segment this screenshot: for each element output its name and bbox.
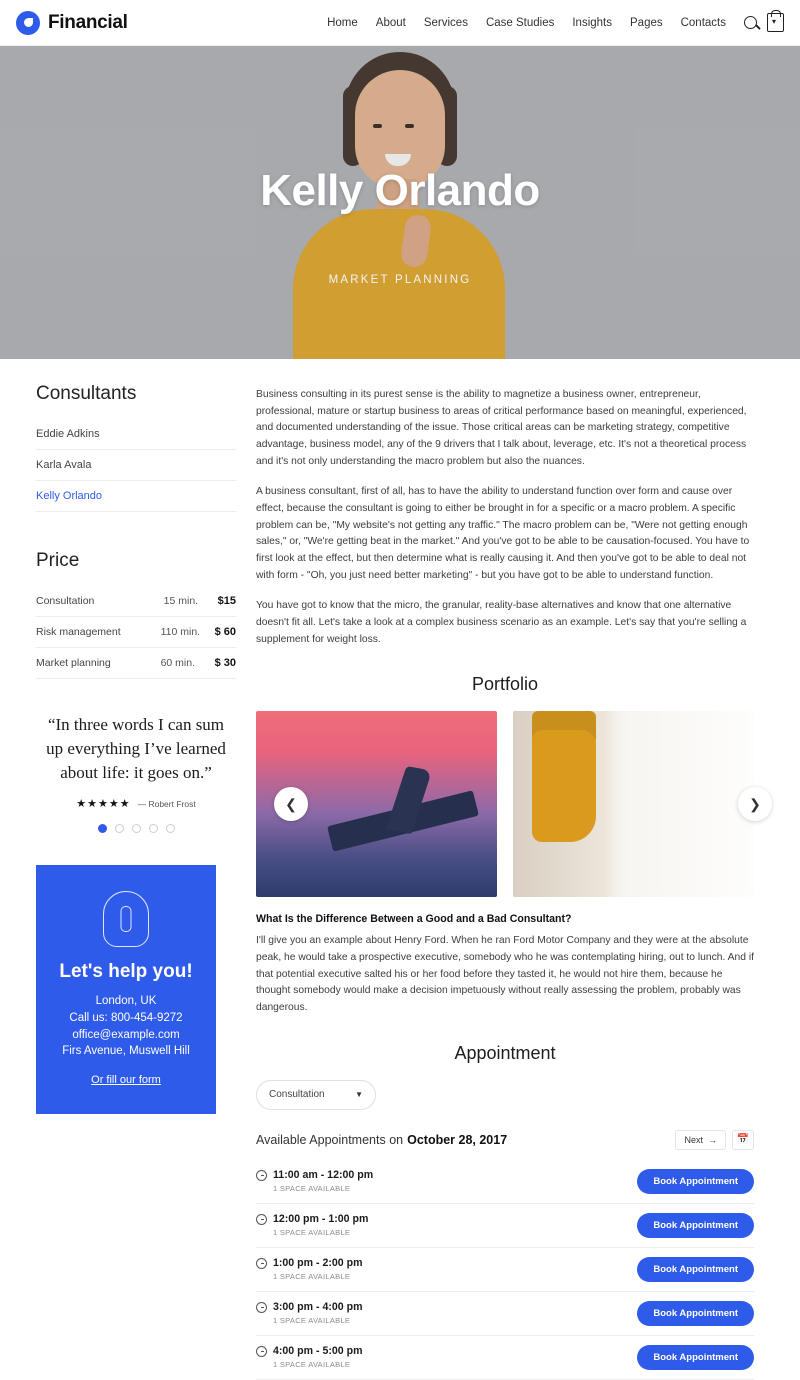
nav-item-insights[interactable]: Insights: [572, 16, 612, 29]
price-name: Consultation: [36, 595, 95, 607]
portfolio-carousel: [256, 711, 761, 897]
main-nav: [327, 17, 726, 29]
appointment-heading: Appointment: [454, 1042, 556, 1063]
slot-availability: 1 SPACE AVAILABLE: [273, 1184, 351, 1194]
help-cta-card: [36, 865, 216, 1114]
nav-item-about[interactable]: About: [375, 16, 406, 29]
clock-icon: [256, 1258, 267, 1269]
slot-time-wrap: [256, 1257, 637, 1269]
book-appointment-button[interactable]: Book Appointment: [637, 1169, 754, 1194]
slot-availability: 1 SPACE AVAILABLE: [273, 1360, 351, 1370]
arrow-right-icon: →: [708, 1134, 717, 1145]
clock-icon: [256, 1302, 267, 1313]
price-name: Market planning: [36, 657, 111, 669]
cta-email: office@example.com: [72, 1028, 180, 1041]
testimonial-author: — Robert Frost: [137, 798, 196, 809]
appointment-controls: [675, 1130, 754, 1150]
pagination-dot-1[interactable]: [98, 824, 107, 833]
chevron-down-icon: ▼: [355, 1090, 363, 1100]
page-subtitle: MARKET PLANNING: [328, 274, 472, 286]
cta-phone: Call us: 800-454-9272: [69, 1012, 183, 1025]
table-row: [256, 1248, 754, 1292]
clock-icon: [256, 1346, 267, 1357]
price-heading: Price: [36, 550, 80, 571]
pagination-dot-3[interactable]: [132, 824, 141, 833]
intro-paragraph-2: A business consultant, first of all, has to have the ability to understand function over form and cause over effect, because the consultant is going to either be brought in for a specific or a macro problem. A specific problem can be, "My website's not getting any traffic." The macro problem can be, "Were not getting enough sales," or, "We're getting beat in the market." And you've got to be able to be causation-focused. You have to first look at the effect, but then determine what is really causing it. And then you've got to be able to deal not with form - "Oh, you just need better marketing" - but you have got to be able to understand function.: [256, 486, 750, 581]
service-select[interactable]: [256, 1080, 376, 1110]
article-subheading: What Is the Difference Between a Good and a Bad Consultant?: [256, 913, 572, 926]
page-title: Kelly Orlando: [260, 166, 540, 215]
next-day-label: Next: [684, 1134, 703, 1145]
book-appointment-button[interactable]: Book Appointment: [637, 1213, 754, 1238]
slot-time-wrap: [256, 1345, 637, 1357]
sidebar-item-kelly-orlando[interactable]: Kelly Orlando: [36, 481, 236, 512]
available-date: October 28, 2017: [407, 1132, 508, 1147]
nav-item-case-studies[interactable]: Case Studies: [485, 16, 555, 29]
book-appointment-button[interactable]: Book Appointment: [637, 1345, 754, 1370]
book-appointment-button[interactable]: Book Appointment: [637, 1257, 754, 1282]
table-row: [256, 1336, 754, 1380]
slot-time-wrap: [256, 1301, 637, 1313]
price-name: Risk management: [36, 626, 121, 638]
available-label: Available Appointments on: [256, 1132, 404, 1147]
slot-availability: 1 SPACE AVAILABLE: [273, 1316, 351, 1326]
service-select-value: Consultation: [269, 1089, 325, 1101]
slot-info: [256, 1169, 637, 1193]
price-duration: 110 min.: [160, 626, 201, 638]
price-amount: $ 60: [214, 626, 236, 638]
sidebar-item-karla-avala[interactable]: Karla Avala: [36, 450, 236, 481]
next-day-button[interactable]: [675, 1130, 726, 1150]
article-paragraph: I'll give you an example about Henry Ford. When he ran Ford Motor Company and they were at the absolute peak, he would take a prospective executive, somebody who he was contemplating hiring, out to lunch. And if that potential executive salted his or her food before they tasted it, he would not hire them, because he thought somebody would make a decision impetuously without really assessing the problem, probably was dangerous.: [256, 935, 754, 1014]
slot-availability: 1 SPACE AVAILABLE: [273, 1272, 351, 1282]
slot-info: [256, 1345, 637, 1369]
cta-city: London, UK: [95, 995, 157, 1008]
price-row: [36, 617, 236, 648]
slot-info: [256, 1213, 637, 1237]
pagination-dot-5[interactable]: [166, 824, 175, 833]
price-duration: 60 min.: [160, 657, 196, 669]
logo-text: Financial: [48, 11, 128, 33]
cta-address: Firs Avenue, Muswell Hill: [62, 1045, 190, 1058]
price-amount: $15: [217, 595, 236, 607]
cta-form-link[interactable]: Or fill our form: [91, 1074, 161, 1087]
slot-time: 11:00 am - 12:00 pm: [273, 1169, 374, 1182]
testimonial-pagination: [44, 824, 228, 833]
logo[interactable]: [16, 11, 128, 35]
consultants-heading: Consultants: [36, 383, 137, 404]
price-row: [36, 586, 236, 617]
portfolio-heading: Portfolio: [471, 674, 539, 695]
sidebar-item-eddie-adkins[interactable]: Eddie Adkins: [36, 419, 236, 450]
table-row: [256, 1204, 754, 1248]
slot-time: 1:00 pm - 2:00 pm: [273, 1257, 363, 1270]
price-amount: $ 30: [214, 657, 236, 669]
price-row: [36, 648, 236, 679]
intro-paragraph-3: You have got to know that the micro, the granular, reality-base alternatives and know that one alternative doesn't fit all. Let's take a look at a complex business scenario as an example. Let's say that you're selling a supplement for weight loss.: [256, 600, 747, 645]
testimonial-text: “In three words I can sum up everything I’ve learned about life: it goes on.”: [46, 715, 226, 783]
slot-time-wrap: [256, 1169, 637, 1181]
chevron-left-icon[interactable]: ❮: [274, 787, 308, 821]
nav-item-contacts[interactable]: Contacts: [680, 16, 726, 29]
slot-availability: 1 SPACE AVAILABLE: [273, 1228, 351, 1238]
portfolio-image-2-cuff: [532, 730, 596, 842]
clock-icon: [256, 1214, 267, 1225]
testimonial-widget: [36, 713, 236, 833]
nav-item-services[interactable]: Services: [423, 16, 468, 29]
clock-icon: [256, 1170, 267, 1181]
site-header: [0, 0, 800, 46]
page-content: [0, 359, 800, 1380]
hero-banner: [0, 46, 800, 359]
sidebar: [0, 359, 236, 1380]
testimonial-meta: [44, 797, 228, 810]
cart-icon[interactable]: [767, 13, 784, 32]
slot-info: [256, 1301, 637, 1325]
slot-time: 4:00 pm - 5:00 pm: [273, 1345, 363, 1358]
cta-title: Let's help you!: [59, 961, 193, 983]
slot-time: 12:00 pm - 1:00 pm: [273, 1213, 369, 1226]
main-column: [236, 359, 800, 1380]
rating-stars: ★★★★★: [76, 798, 131, 811]
appointment-date-bar: [256, 1130, 754, 1150]
intro-paragraph-1: Business consulting in its purest sense is the ability to magnetize a business owner, entrepreneur, professional, mature or startup business to areas of critical performance based on meaningful, experienced, and documented understanding of the issue. Those critical areas can be marketing strategy, competitive advantage, business model, any of the 9 drivers that I talk about, leverage, etc. It's not a theoretical process and it's not only understanding the macro problem but also the nuances.: [256, 389, 747, 467]
calendar-icon[interactable]: 📅: [732, 1130, 754, 1150]
slot-info: [256, 1257, 637, 1281]
search-icon[interactable]: [744, 16, 757, 29]
price-duration: 15 min.: [163, 595, 199, 607]
pagination-dot-4[interactable]: [149, 824, 158, 833]
table-row: [256, 1292, 754, 1336]
slot-time: 3:00 pm - 4:00 pm: [273, 1301, 363, 1314]
person-outline-icon: [103, 891, 149, 947]
nav-item-home[interactable]: Home: [327, 16, 358, 29]
chevron-right-icon[interactable]: ❯: [738, 787, 772, 821]
pagination-dot-2[interactable]: [115, 824, 124, 833]
portfolio-image-2[interactable]: [513, 711, 754, 897]
logo-icon: [16, 11, 40, 35]
nav-item-pages[interactable]: Pages: [630, 16, 663, 29]
header-icons: [744, 13, 784, 32]
slot-time-wrap: [256, 1213, 637, 1225]
book-appointment-button[interactable]: Book Appointment: [637, 1301, 754, 1326]
table-row: [256, 1160, 754, 1204]
